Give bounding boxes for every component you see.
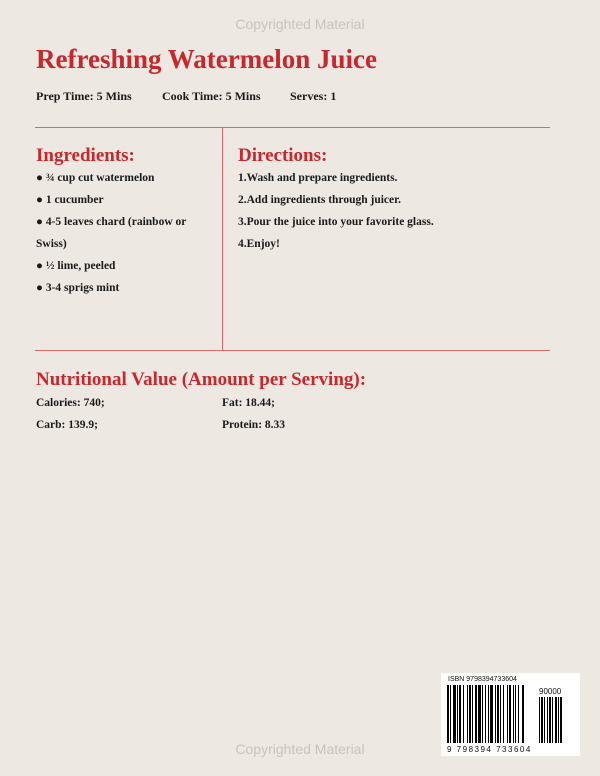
barcode-bar (495, 685, 496, 743)
barcode-addon-bar (558, 697, 559, 743)
barcode-addon-bar (544, 697, 545, 743)
barcode-bar (507, 685, 508, 743)
ingredient-item: ● 1 cucumber (36, 194, 104, 206)
barcode-bar (490, 685, 493, 743)
barcode-bar (497, 685, 499, 743)
prep-time: Prep Time: 5 Mins (36, 89, 132, 103)
barcode-bar (457, 685, 458, 743)
divider-vertical (222, 128, 223, 351)
barcode-bar (447, 685, 449, 743)
directions-heading: Directions: (238, 145, 328, 166)
cook-time: Cook Time: 5 Mins (162, 89, 261, 103)
barcode-bar (472, 685, 473, 743)
barcode-bar (450, 685, 451, 743)
direction-step: 1.Wash and prepare ingredients. (238, 172, 398, 184)
barcode-bar (459, 685, 461, 743)
barcode-bar (463, 685, 464, 743)
ingredients-heading: Ingredients: (36, 145, 135, 166)
barcode-bar (522, 685, 524, 743)
nutrition-fat: Fat: 18.44; (222, 397, 276, 409)
direction-step: 2.Add ingredients through juicer. (238, 194, 402, 206)
barcode-addon-bar (549, 697, 551, 743)
ingredient-item: ● ½ lime, peeled (36, 260, 116, 272)
isbn-number: ISBN 9798394733604 (448, 676, 517, 683)
nutrition-heading: Nutritional Value (Amount per Serving): (36, 369, 367, 390)
ingredient-item: ● 4-5 leaves chard (rainbow or (36, 216, 187, 228)
barcode-bar (509, 685, 511, 743)
price-code: 90000 (539, 687, 562, 696)
watermark-top: Copyrighted Material (235, 16, 365, 32)
watermark-bottom: Copyrighted Material (235, 741, 365, 757)
ingredient-item-continued: Swiss) (36, 238, 67, 250)
barcode-bar (475, 685, 477, 743)
barcode-addon-bar (547, 697, 548, 743)
barcode-bar (478, 685, 481, 743)
barcode-bar (488, 685, 489, 743)
ingredient-item: ● ¾ cup cut watermelon (36, 172, 155, 184)
barcode-addon-bar (552, 697, 553, 743)
barcode-addon-bar (541, 697, 543, 743)
barcode-bar (467, 685, 468, 743)
divider-top (35, 127, 550, 128)
barcode-digits: 9 798394 733604 (447, 745, 532, 754)
barcode-bar (515, 685, 516, 743)
direction-step: 4.Enjoy! (238, 238, 280, 250)
barcode-addon-bar (560, 697, 562, 743)
nutrition-calories: Calories: 740; (36, 397, 105, 409)
barcode-bar (453, 685, 456, 743)
barcode-bar (485, 685, 486, 743)
barcode-bar (500, 685, 501, 743)
barcode-bar (482, 685, 483, 743)
divider-middle (35, 350, 550, 351)
nutrition-carb: Carb: 139.9; (36, 419, 98, 431)
barcode-addon-bar (539, 697, 540, 743)
barcode-bar (513, 685, 514, 743)
barcode-bar (469, 685, 471, 743)
recipe-title: Refreshing Watermelon Juice (36, 44, 377, 74)
barcode-addon-bar (555, 697, 557, 743)
serves: Serves: 1 (290, 89, 337, 103)
direction-step: 3.Pour the juice into your favorite glass. (238, 216, 434, 228)
ingredient-item: ● 3-4 sprigs mint (36, 282, 120, 294)
barcode-bar (503, 685, 504, 743)
nutrition-protein: Protein: 8.33 (222, 419, 286, 431)
barcode-bar (518, 685, 519, 743)
